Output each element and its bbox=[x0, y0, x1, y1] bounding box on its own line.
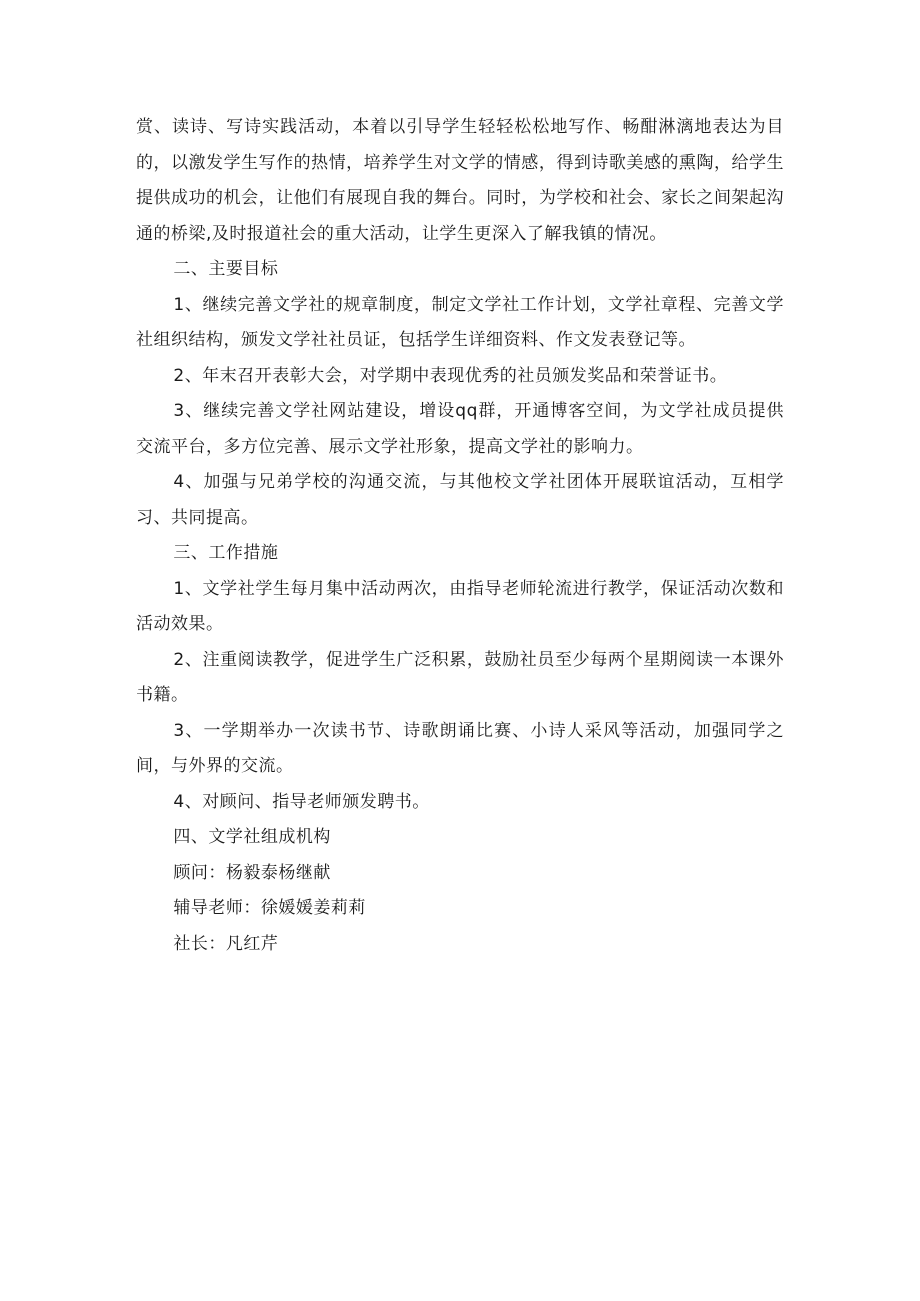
measure-item-1: 1、文学社学生每月集中活动两次，由指导老师轮流进行教学，保证活动次数和活动效果。 bbox=[136, 578, 784, 634]
intro-paragraph: 赏、读诗、写诗实践活动，本着以引导学生轻轻松松地写作、畅酣淋漓地表达为目的，以激发学生写作的热情，培养学生对文学的情感，得到诗歌美感的熏陶，给学生提供成功的机会，让他们有展现自我的舞台。同时，为学校和社会、家长之间架起沟通的桥梁,及时报道社会的重大活动，让学生更深入了解我镇的情况。 bbox=[136, 117, 784, 244]
section-heading-goals: 二、主要目标 bbox=[173, 259, 279, 279]
president-line: 社长：凡红芹 bbox=[173, 933, 279, 954]
goal-item-2: 2、年末召开表彰大会，对学期中表现优秀的社员颁发奖品和荣誉证书。 bbox=[173, 365, 728, 386]
tutors-line: 辅导老师：徐媛媛姜莉莉 bbox=[173, 898, 366, 918]
goal-item-1: 1、继续完善文学社的规章制度，制定文学社工作计划，文学社章程、完善文学社组织结构，颁发文学社社员证，包括学生详细资料、作文发表登记等。 bbox=[136, 294, 784, 350]
measure-item-2: 2、注重阅读教学，促进学生广泛积累，鼓励社员至少每两个星期阅读一本课外书籍。 bbox=[136, 649, 784, 705]
section-heading-measures: 三、工作措施 bbox=[173, 543, 279, 563]
goal-item-4: 4、加强与兄弟学校的沟通交流，与其他校文学社团体开展联谊活动，互相学习、共同提高。 bbox=[136, 472, 784, 528]
section-heading-organization: 四、文学社组成机构 bbox=[173, 827, 331, 847]
goal-item-3: 3、继续完善文学社网站建设，增设qq群，开通博客空间，为文学社成员提供交流平台，多方位完善、展示文学社形象，提高文学社的影响力。 bbox=[136, 401, 784, 457]
advisors-line: 顾问：杨毅泰杨继献 bbox=[173, 862, 331, 883]
measure-item-4: 4、对顾问、指导老师颁发聘书。 bbox=[173, 791, 430, 812]
measure-item-3: 3、一学期举办一次读书节、诗歌朗诵比赛、小诗人采风等活动，加强同学之间，与外界的交流。 bbox=[136, 720, 784, 776]
document-page bbox=[136, 110, 784, 962]
